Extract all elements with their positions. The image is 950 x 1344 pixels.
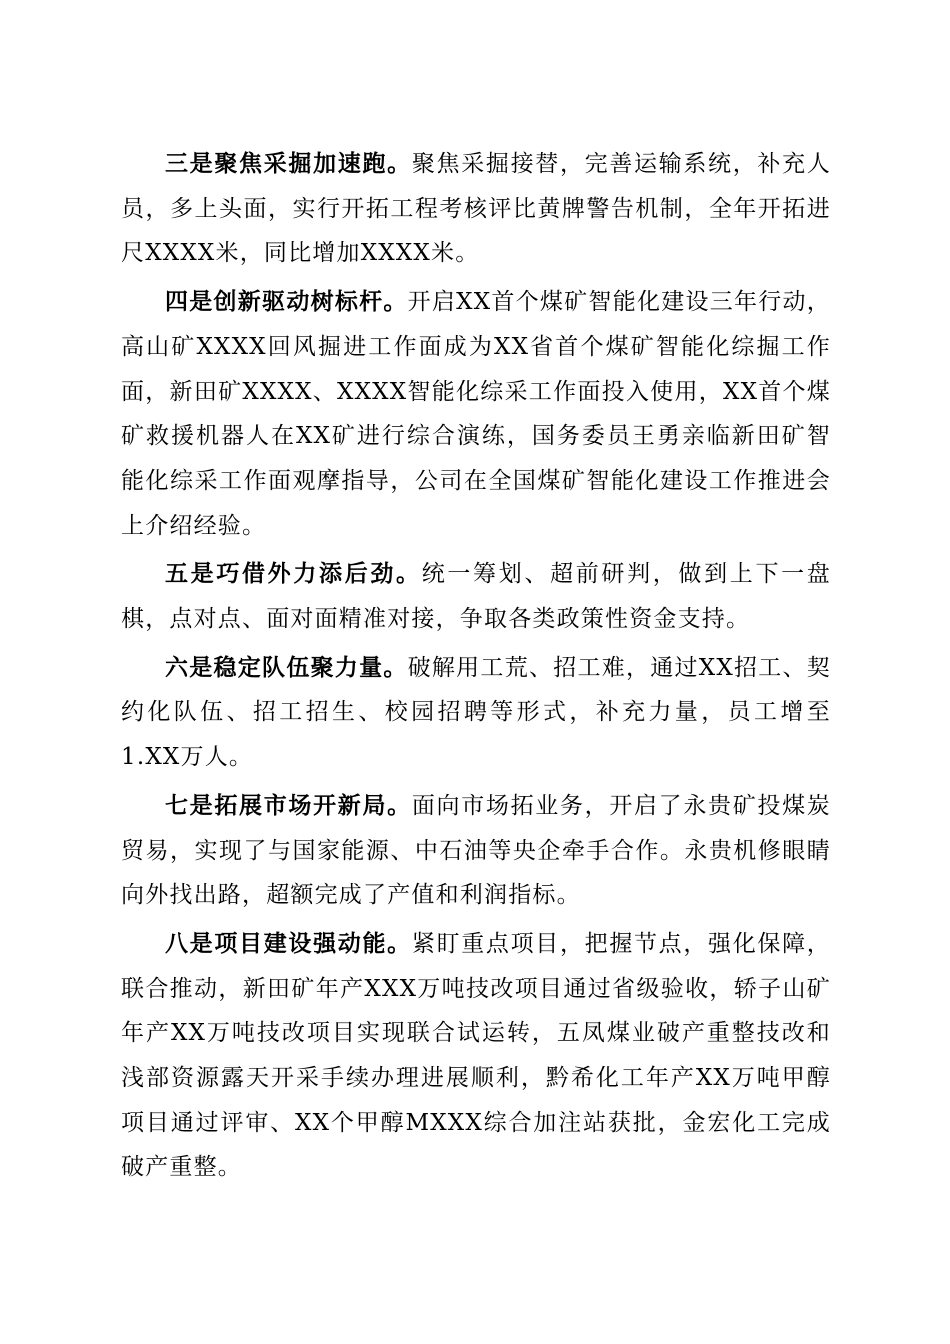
paragraph-innovation <box>121 280 831 548</box>
paragraph-text: 破解用工荒、招工难，通过XX招工、契约化队伍、招工招生、校园招聘等形式，补充力量，员工增至1.XX万人。 <box>121 654 831 771</box>
paragraph-lead: 五是巧借外力添后劲。 <box>165 560 422 588</box>
paragraph-text: 面向市场拓业务，开启了永贵矿投煤炭贸易，实现了与国家能源、中石油等央企牵手合作。永贵机修眼睛向外找出路，超额完成了产值和利润指标。 <box>121 792 831 909</box>
paragraph-text: 聚焦采掘接替，完善运输系统，补充人员，多上头面，实行开拓工程考核评比黄牌警告机制，全年开拓进尺XXXX米，同比增加XXXX米。 <box>121 151 831 267</box>
paragraph-projects <box>121 922 831 1190</box>
paragraph-text: 开启XX首个煤矿智能化建设三年行动，高山矿XXXX回风掘进工作面成为XX省首个煤矿智能化综掘工作面，新田矿XXXX、XXXX智能化综采工作面投入使用，XX首个煤矿救援机器人在XX矿进行综合演练，国务委员王勇亲临新田矿智能化综采工作面观摩指导，公司在全国煤矿智能化建设工作推进会上介绍经验。 <box>121 289 831 539</box>
document-body <box>121 142 831 1194</box>
paragraph-text: 紧盯重点项目，把握节点，强化保障，联合推动，新田矿年产XXX万吨技改项目通过省级验收，轿子山矿年产XX万吨技改项目实现联合试运转，五凤煤业破产重整技改和浅部资源露天开采手续办理进展顺利，黔希化工年产XX万吨甲醇项目通过评审、XX个甲醇MXXX综合加注站获批，金宏化工完成破产重整。 <box>121 930 831 1181</box>
paragraph-text: 统一筹划、超前研判，做到上下一盘棋，点对点、面对面精准对接，争取各类政策性资金支持。 <box>121 561 831 633</box>
paragraph-workforce <box>121 646 831 780</box>
paragraph-lead: 七是拓展市场开新局。 <box>165 791 412 819</box>
paragraph-lead: 三是聚焦采掘加速跑。 <box>165 150 412 177</box>
paragraph-lead: 八是项目建设强动能。 <box>165 929 412 957</box>
paragraph-lead: 四是创新驱动树标杆。 <box>165 288 408 316</box>
paragraph-mining <box>121 142 831 276</box>
paragraph-lead: 六是稳定队伍聚力量。 <box>165 653 408 681</box>
paragraph-external-support <box>121 552 831 641</box>
paragraph-market <box>121 784 831 918</box>
